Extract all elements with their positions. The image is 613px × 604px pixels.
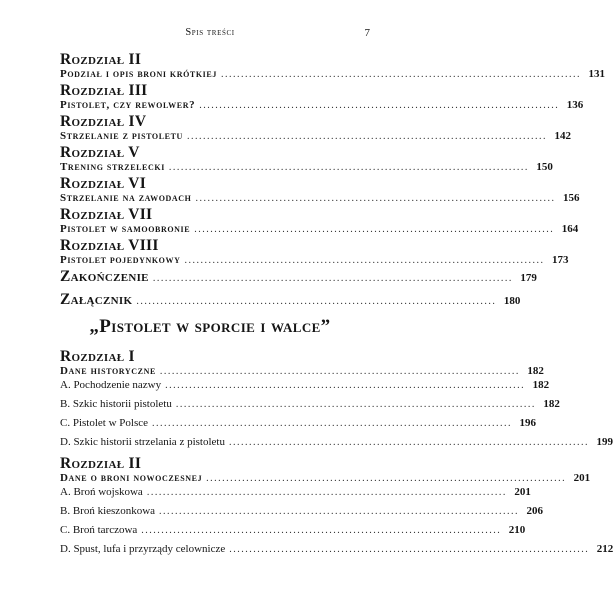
- dot-leader: ..........................................................................................: [136, 296, 497, 307]
- dot-leader: ..........................................................................................: [152, 418, 513, 429]
- dot-leader: ..........................................................................................: [165, 380, 526, 391]
- toc-entry-page: 212: [596, 543, 613, 555]
- toc-entry-label: A. Broń wojskowa: [60, 486, 143, 498]
- toc-entry: [60, 505, 544, 524]
- toc-entry-page: 196: [519, 417, 537, 429]
- toc-entry-page: 164: [561, 223, 579, 235]
- dot-leader: ..........................................................................................: [152, 273, 513, 284]
- page-number: 7: [364, 27, 370, 39]
- toc-entry: [60, 68, 605, 82]
- toc-entry: [60, 543, 613, 562]
- dot-leader: ..........................................................................................: [159, 506, 520, 517]
- toc-entry-label: A. Pochodzenie nazwy: [60, 379, 162, 391]
- running-head: Spis treści: [185, 27, 235, 38]
- toc-entry-label: Zakończenie: [60, 268, 149, 285]
- toc-entry-page: 201: [573, 472, 591, 484]
- toc-entry-label: D. Spust, lufa i przyrządy celownicze: [60, 543, 226, 555]
- dot-leader: ..........................................................................................: [195, 193, 556, 204]
- toc-entry: [60, 291, 521, 311]
- toc-entry-label: Strzelanie z pistoletu: [60, 130, 183, 142]
- toc-entry: [60, 192, 580, 206]
- toc-entry-label: C. Pistolet w Polsce: [60, 417, 149, 429]
- toc-entry: [60, 398, 560, 417]
- toc-entry: [60, 436, 613, 455]
- toc-entry-label: D. Szkic historii strzelania z pistoletu: [60, 436, 225, 448]
- dot-leader: ..........................................................................................: [228, 437, 589, 448]
- dot-leader: ..........................................................................................: [206, 473, 567, 484]
- dot-leader: ..........................................................................................: [229, 544, 590, 555]
- dot-leader: ..........................................................................................: [186, 131, 547, 142]
- page-header: [0, 27, 420, 43]
- toc-entry-label: Dane o broni nowoczesnej: [60, 472, 203, 484]
- toc-entry: [60, 524, 526, 543]
- toc-entry-page: 206: [526, 505, 544, 517]
- toc-entry-page: 136: [566, 99, 584, 111]
- dot-leader: ..........................................................................................: [199, 100, 560, 111]
- toc-entry: [60, 379, 550, 398]
- toc-entry: [60, 486, 531, 505]
- chapter-heading: Rozdział II: [60, 455, 142, 472]
- toc-entry-page: 199: [596, 436, 613, 448]
- toc-entry: [60, 99, 584, 113]
- toc-entry-page: 131: [588, 68, 605, 80]
- chapter-heading: Rozdział II: [60, 51, 142, 68]
- toc-entry: [60, 130, 571, 144]
- toc-entry: [60, 254, 569, 268]
- toc-entry-page: 201: [514, 486, 531, 498]
- dot-leader: ..........................................................................................: [141, 525, 502, 536]
- toc-entry-label: Strzelanie na zawodach: [60, 192, 192, 204]
- chapter-heading: Rozdział VIII: [60, 237, 159, 254]
- toc-entry-label: Pistolet pojedynkowy: [60, 254, 181, 266]
- toc-entry: [60, 268, 537, 288]
- toc-entry-page: 180: [503, 295, 521, 307]
- toc-entry-page: 182: [527, 365, 544, 377]
- dot-leader: ..........................................................................................: [184, 255, 545, 266]
- toc-entry-page: 182: [543, 398, 560, 410]
- dot-leader: ..........................................................................................: [168, 162, 529, 173]
- toc-entry-label: Załącznik: [60, 291, 133, 308]
- part-title: „Pistolet w sporcie i walce”: [89, 316, 331, 337]
- chapter-heading: Rozdział IV: [60, 113, 147, 130]
- toc-entry-page: 173: [551, 254, 569, 266]
- toc-entry-label: Pistolet, czy rewolwer?: [60, 99, 196, 111]
- toc-entry-label: B. Szkic historii pistoletu: [60, 398, 172, 410]
- chapter-heading: Rozdział VII: [60, 206, 153, 223]
- dot-leader: ..........................................................................................: [159, 366, 520, 377]
- dot-leader: ..........................................................................................: [175, 399, 536, 410]
- chapter-heading: Rozdział III: [60, 82, 148, 99]
- toc-entry-label: Pistolet w samoobronie: [60, 223, 191, 235]
- toc-entry-page: 150: [536, 161, 553, 173]
- toc-entry-page: 182: [532, 379, 550, 391]
- toc-entry: [60, 417, 537, 436]
- toc-entry: [60, 161, 553, 175]
- toc-entry-page: 142: [554, 130, 571, 142]
- chapter-heading: Rozdział I: [60, 348, 135, 365]
- toc-entry-label: Dane historyczne: [60, 365, 156, 377]
- toc-entry: [60, 365, 544, 379]
- toc-entry: [60, 472, 591, 486]
- dot-leader: ..........................................................................................: [194, 224, 555, 235]
- toc-entry-label: Podział i opis broni krótkiej: [60, 68, 217, 80]
- toc-entry-label: Trening strzelecki: [60, 161, 165, 173]
- toc-entry: [60, 223, 579, 237]
- dot-leader: ..........................................................................................: [220, 69, 581, 80]
- toc-entry-label: B. Broń kieszonkowa: [60, 505, 156, 517]
- toc-entry-label: C. Broń tarczowa: [60, 524, 138, 536]
- toc-section-first: [60, 51, 605, 314]
- toc-entry-page: 156: [563, 192, 580, 204]
- chapter-heading: Rozdział V: [60, 144, 140, 161]
- dot-leader: ..........................................................................................: [146, 487, 507, 498]
- toc-entry-page: 210: [508, 524, 526, 536]
- toc-section-second: [60, 348, 613, 562]
- chapter-heading: Rozdział VI: [60, 175, 147, 192]
- toc-entry-page: 179: [520, 272, 537, 284]
